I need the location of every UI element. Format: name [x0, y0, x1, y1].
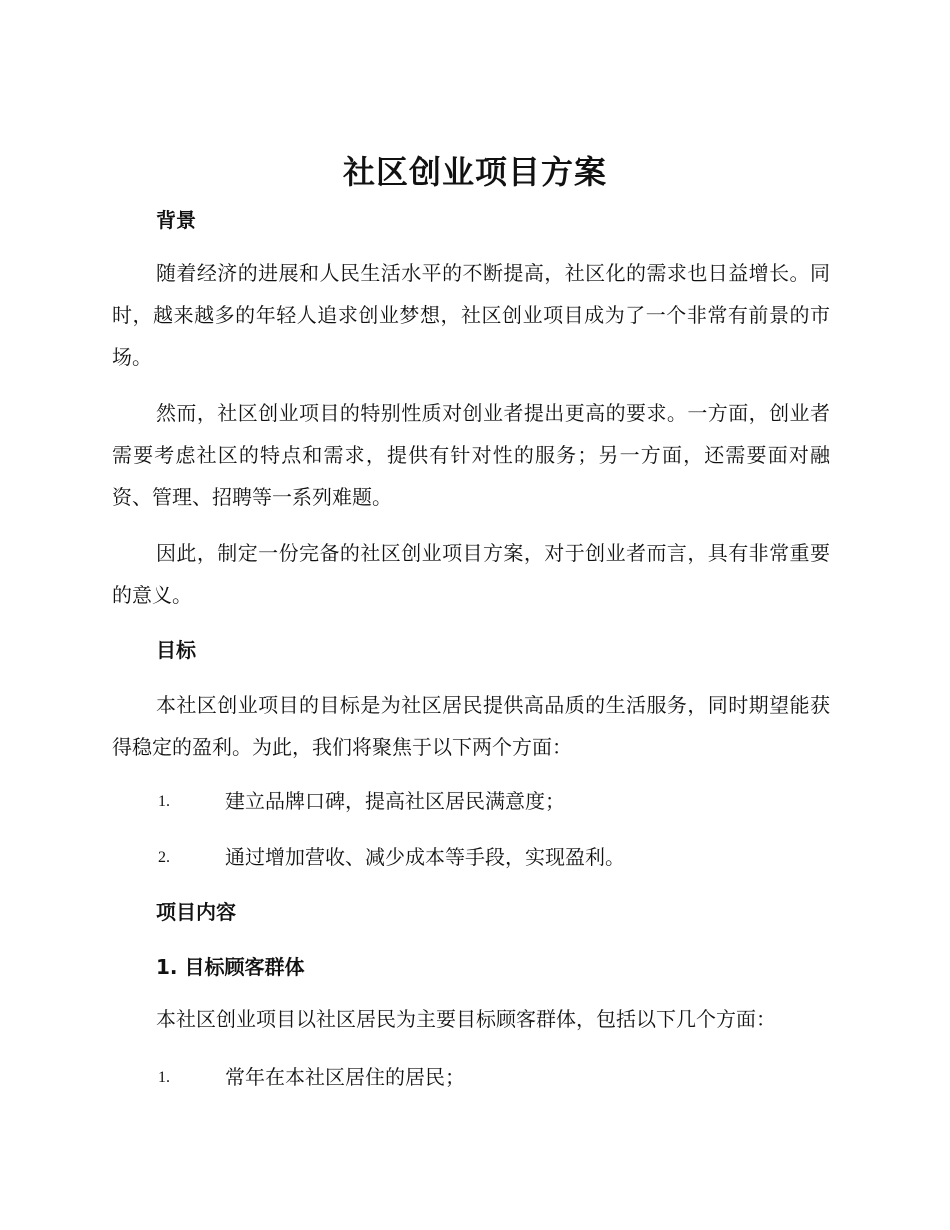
- list-text: 常年在本社区居住的居民；: [225, 1065, 465, 1089]
- list-text: 建立品牌口碑，提高社区居民满意度；: [225, 789, 565, 813]
- section-heading-background: 背景: [156, 208, 196, 232]
- section-heading-content: 项目内容: [156, 900, 236, 924]
- document-title: 社区创业项目方案: [342, 153, 607, 191]
- paragraph-background-1: 随着经济的进展和人民生活水平的不断提高，社区化的需求也日益增长。同时，越来越多的年轻人追求创业梦想，社区创业项目成为了一个非常有前景的市场。: [112, 261, 830, 369]
- list-number: 2.: [158, 849, 170, 866]
- list-number: 1.: [158, 1069, 170, 1086]
- subsection-heading-target-customers: 1. 目标顾客群体: [156, 955, 305, 979]
- paragraph-background-2: 然而，社区创业项目的特别性质对创业者提出更高的要求。一方面，创业者需要考虑社区的特点和需求，提供有针对性的服务；另一方面，还需要面对融资、管理、招聘等一系列难题。: [112, 401, 830, 509]
- section-heading-goals: 目标: [156, 638, 196, 662]
- list-text: 通过增加营收、减少成本等手段，实现盈利。: [225, 845, 625, 869]
- list-number: 1.: [158, 793, 170, 810]
- paragraph-background-3: 因此，制定一份完备的社区创业项目方案，对于创业者而言，具有非常重要的意义。: [112, 541, 830, 607]
- paragraph-goals: 本社区创业项目的目标是为社区居民提供高品质的生活服务，同时期望能获得稳定的盈利。为此，我们将聚焦于以下两个方面：: [112, 693, 830, 759]
- paragraph-target-customers: 本社区创业项目以社区居民为主要目标顾客群体，包括以下几个方面：: [156, 1007, 776, 1031]
